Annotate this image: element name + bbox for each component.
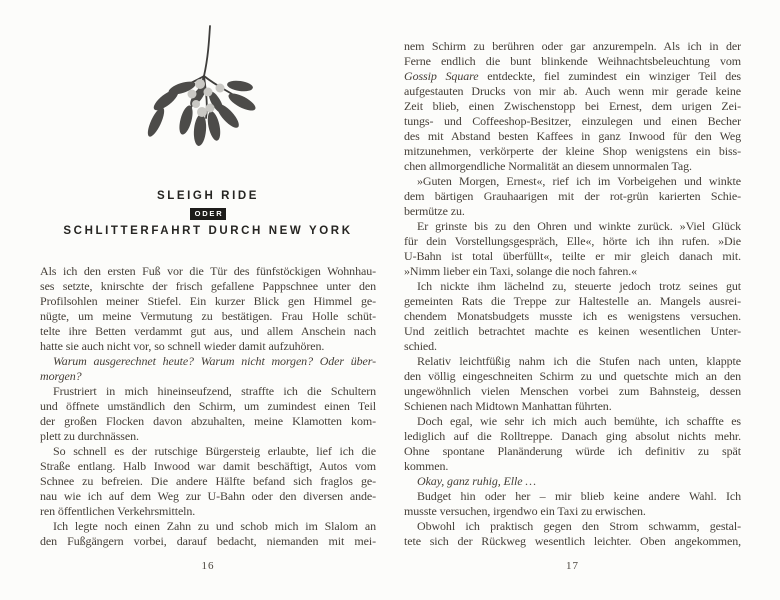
text-line: aufgestauten Drucks von mir ab. Auch wenn mir gerade keine (404, 84, 741, 98)
text-line: nügte, um meine Vermutung zu bestätigen. Frau Holle schüt- (40, 309, 376, 323)
text-line: schied. (404, 339, 437, 353)
paragraph (40, 264, 376, 354)
text-line: den Fußgängern vorbei, darauf bedacht, niemanden mit mei- (40, 534, 376, 548)
left-page (40, 0, 376, 600)
text-line: Schnee zu befreien. Die andere Hälfte befand sich fraglos ge- (40, 474, 376, 488)
text-line: nem Schirm zu berühren oder gar anzurempeln. Als ich in der (404, 39, 741, 53)
text-line: So schnell es der rutschige Bürgersteig erlaubte, lief ich die (53, 444, 376, 458)
text-line: ren öffentlichen Verkehrsmitteln. (40, 504, 196, 518)
page-number: 17 (566, 560, 579, 572)
text-line: tungs- und Coffeeshop-Besitzer, einzulegen und einen Becher (404, 114, 741, 128)
text-line: nau wie ich auf dem Weg zur U-Bahn oder den diversen ande- (40, 489, 376, 503)
text-line: chendem Monatsbudgets musste ich es wenigstens versuchen. (404, 309, 741, 323)
chapter-connector-badge: ODER (190, 208, 227, 220)
text-line: musste versuchen, irgendwo ein Taxi zu erwischen. (404, 504, 646, 518)
text-line: ses setzte, knirschte der frisch gefallene Pappschnee unter den (40, 279, 376, 293)
paragraph (404, 219, 741, 279)
paragraph (404, 354, 741, 414)
text-line: mitzunehmen, verkörperte der kleine Shop wenigstens ein biss- (404, 144, 741, 158)
text-line: ungewöhnlich vielen Menschen vorbei zum Bahnsteig, dessen (404, 384, 741, 398)
paragraph (404, 414, 741, 474)
text-line: für dein Vorstellungsgespräch, Elle«, hörte ich ihn rufen. »Die (404, 234, 741, 248)
text-line: Straße entlang. Halb Inwood war damit beschäftigt, Autos vom (40, 459, 376, 473)
text-line: der großen Flocken davon abzuhalten, meine Klamotten kom- (40, 414, 376, 428)
mistletoe-illustration (142, 24, 274, 179)
text-line: Schienen nach Midtown Manhattan führten. (404, 399, 612, 413)
text-line: Profilsohlen meiner Stiefel. Ein kurzer Blick gen Himmel ge- (40, 294, 376, 308)
paragraph (404, 474, 741, 489)
text-line: kommen. (404, 459, 449, 473)
chapter-title-german: SCHLITTERFAHRT DURCH NEW YORK (63, 225, 353, 237)
paragraph (404, 519, 741, 549)
text-line: lediglich auf die Rolltreppe. Danach ging absolut nichts mehr. (404, 429, 741, 443)
text-line: Obwohl ich praktisch gegen den Strom schwamm, gestal- (417, 519, 741, 533)
text-line: plett zu durchnässen. (40, 429, 139, 443)
text-line: Ohne spontane Planänderung würde ich definitiv zu spät (404, 444, 741, 458)
text-line: Okay, ganz ruhig, Elle … (417, 474, 536, 488)
text-line: Warum ausgerechnet heute? Warum nicht morgen? Oder über- (53, 354, 376, 368)
page-17-text (404, 39, 741, 549)
text-line: Ferne endlich die bunt blinkende Weihnachtsbeleuchtung vom (404, 54, 741, 68)
text-line: Doch egal, wie sehr ich mich auch bemühte, ich schaffte es (417, 414, 741, 428)
paragraph (404, 39, 741, 174)
text-line: telte ihre Betten verdammt gut aus, und allem Anschein nach (40, 324, 376, 338)
text-line: den völlig eingeschneiten Schirm zu und quetschte mich an den (404, 369, 741, 383)
text-line: Budget hin oder her – mir blieb keine andere Wahl. Ich (417, 489, 741, 503)
text-line: morgen? (40, 369, 82, 383)
chapter-connector-row (40, 203, 376, 225)
paragraph (40, 519, 376, 549)
text-line: Ich nickte ihm lächelnd zu, steuerte jedoch trotz seines gut (417, 279, 741, 293)
text-line: bermütze zu. (404, 204, 465, 218)
text-line: gemeinten Rats die Treppe zur Haltestelle an. Mangels ausrei- (404, 294, 741, 308)
paragraph (404, 174, 741, 219)
paragraph (40, 384, 376, 444)
paragraph (404, 279, 741, 354)
paragraph (404, 489, 741, 519)
text-line: hatte sie auch nicht vor, so schnell wieder damit aufzuhören. (40, 339, 325, 353)
text-line: Zeit blieb, einen Zwischenstopp bei Ernest, dem urigen Zei- (404, 99, 741, 113)
chapter-title-english: SLEIGH RIDE (156, 190, 260, 202)
text-line: U-Bahn ist total überfüllt«, teilte er mir gleich danach mit. (404, 249, 741, 263)
text-line: Gossip Square entdeckte, fiel zumindest ein winziger Teil des (404, 69, 741, 83)
text-line: des mit Abstand besten Kaffees in ganz Inwood für den Weg (404, 129, 741, 143)
text-line: »Nimm lieber ein Taxi, solange die noch fahren.« (404, 264, 638, 278)
paragraph (40, 444, 376, 519)
paragraph (40, 354, 376, 384)
text-line: »Guten Morgen, Ernest«, rief ich im Vorbeigehen und winkte (417, 174, 741, 188)
text-line: und öffnete umständlich den Schirm, um zumindest einen Teil (40, 399, 376, 413)
text-line: tete sich der Rückweg wesentlich leichter. Oben angekommen, (404, 534, 741, 548)
text-line: Frustriert in mich hineinseufzend, straffte ich die Schultern (53, 384, 376, 398)
text-line: Als ich den ersten Fuß vor die Tür des fünfstöckigen Wohnhau- (40, 264, 376, 278)
chapter-heading (40, 190, 376, 238)
text-line: Er grinste bis zu den Ohren und winkte zurück. »Viel Glück (417, 219, 741, 233)
right-page (404, 0, 741, 600)
text-line: Ich legte noch einen Zahn zu und schob mich im Slalom an (53, 519, 376, 533)
text-line: dem bärtigen Grauhaarigen mit der rot-grün karierten Schie- (404, 189, 741, 203)
page-number: 16 (201, 560, 215, 572)
mistletoe-icon (142, 24, 274, 174)
text-line: Relativ leichtfüßig nahm ich die Stufen nach unten, klappte (417, 354, 741, 368)
text-line: Und zeitlich betrachtet machte es keinen wesentlichen Unter- (404, 324, 741, 338)
page-16-text (40, 264, 376, 549)
text-line: chen allmorgendliche Normalität an diesem unnormalen Tag. (404, 159, 692, 173)
